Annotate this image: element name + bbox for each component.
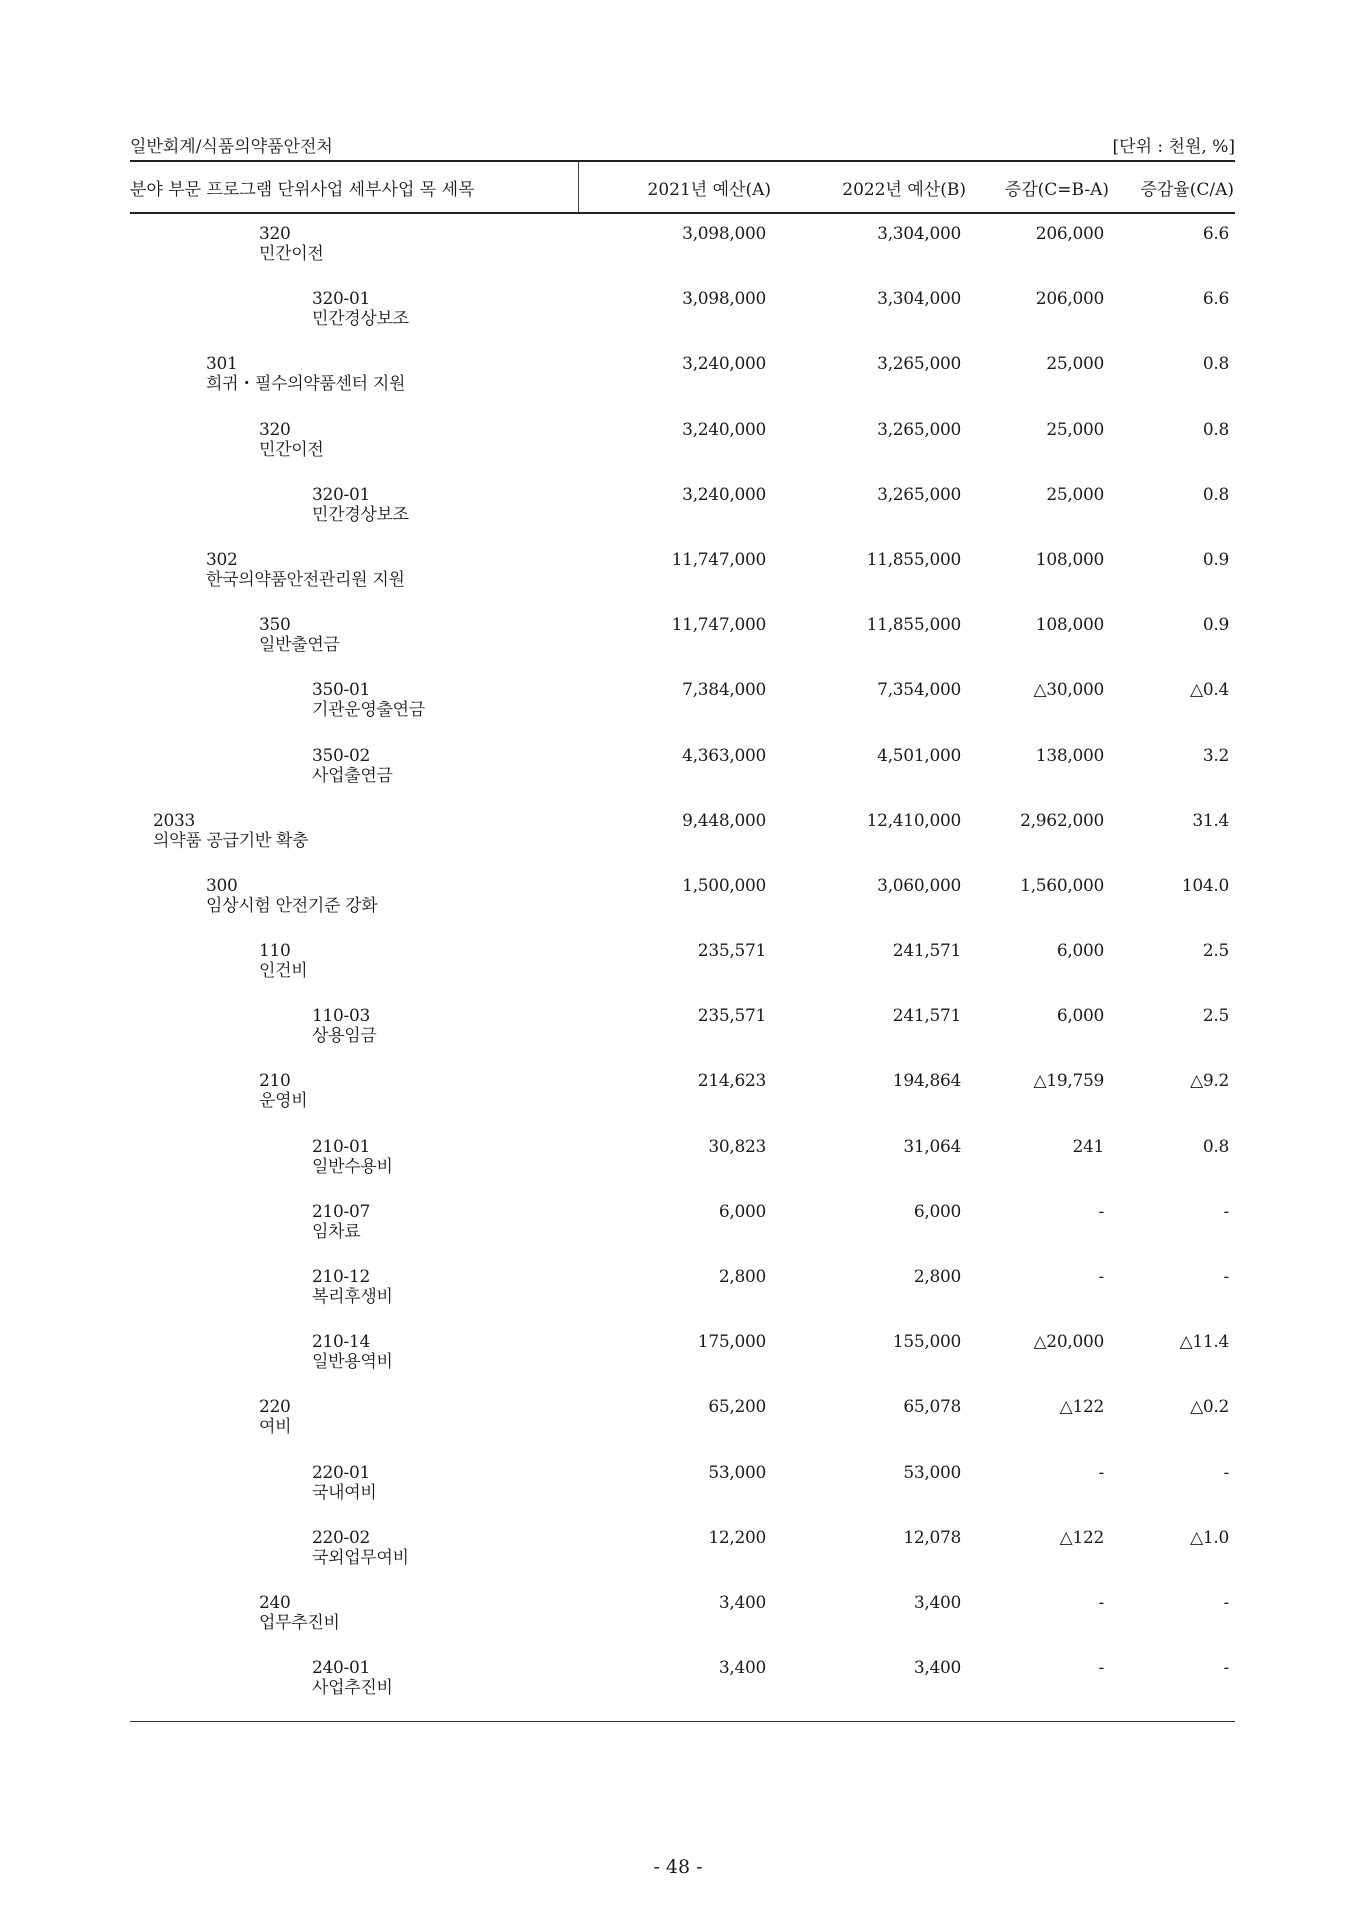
- row-2022-budget: 3,304,000: [877, 289, 961, 310]
- row-name: 민간이전: [259, 439, 324, 460]
- table-row: [130, 214, 1235, 279]
- row-difference: 206,000: [1035, 224, 1104, 244]
- row-name: 기관운영출연금: [312, 700, 425, 721]
- table-row: [130, 279, 1235, 344]
- row-difference: △19,759: [1033, 1071, 1104, 1092]
- row-2021-budget: 6,000: [718, 1201, 766, 1222]
- row-code: 240: [259, 1592, 291, 1613]
- row-rate: -: [1223, 1658, 1229, 1679]
- row-2022-budget: 11,855,000: [866, 549, 961, 570]
- row-rate: -: [1223, 1592, 1229, 1613]
- row-2022-budget: 3,265,000: [877, 419, 961, 440]
- table-body: [130, 214, 1235, 1722]
- row-code: 320: [259, 419, 291, 440]
- row-rate: △11.4: [1179, 1332, 1229, 1353]
- row-2021-budget: 214,623: [697, 1071, 766, 1092]
- header-category: 분야 부문 프로그램 단위사업 세부사업 목 세목: [130, 162, 579, 212]
- row-2022-budget: 3,265,000: [877, 354, 961, 375]
- table-row: [130, 1648, 1235, 1713]
- row-rate: △0.4: [1190, 680, 1229, 701]
- row-2021-budget: 3,098,000: [682, 289, 766, 310]
- row-difference: 6,000: [1056, 1006, 1104, 1027]
- row-name: 민간경상보조: [312, 504, 409, 525]
- row-rate: 3.2: [1202, 745, 1229, 766]
- row-2021-budget: 235,571: [697, 1006, 766, 1027]
- row-rate: 0.9: [1202, 549, 1229, 570]
- table-row: [130, 931, 1235, 996]
- row-difference: 6,000: [1056, 941, 1104, 962]
- row-2021-budget: 175,000: [697, 1332, 766, 1353]
- table-row: [130, 540, 1235, 605]
- table-row: [130, 1583, 1235, 1648]
- row-rate: 31.4: [1192, 810, 1229, 831]
- row-difference: 2,962,000: [1020, 810, 1104, 831]
- table-row: [130, 670, 1235, 735]
- row-difference: 108,000: [1035, 549, 1104, 570]
- row-name: 민간이전: [259, 244, 324, 264]
- row-name: 일반출연금: [259, 635, 340, 656]
- table-row: [130, 1453, 1235, 1518]
- row-2021-budget: 9,448,000: [682, 810, 766, 831]
- table-header: [130, 160, 1235, 214]
- table-row: [130, 1322, 1235, 1387]
- row-name: 의약품 공급기반 확충: [153, 830, 309, 851]
- row-code: 350: [259, 615, 291, 636]
- row-code: 320: [259, 224, 291, 244]
- row-2021-budget: 235,571: [697, 941, 766, 962]
- row-2021-budget: 12,200: [708, 1527, 766, 1548]
- table-row: [130, 1257, 1235, 1322]
- header-2022-budget: 2022년 예산(B): [842, 179, 966, 200]
- row-2021-budget: 3,240,000: [682, 419, 766, 440]
- row-name: 임상시험 안전기준 강화: [206, 895, 378, 916]
- table-row: [130, 1061, 1235, 1126]
- document-header: [130, 132, 1235, 157]
- row-name: 여비: [259, 1417, 292, 1438]
- table-row: [130, 475, 1235, 540]
- row-difference: -: [1098, 1592, 1104, 1613]
- row-name: 국내여비: [312, 1482, 377, 1503]
- row-name: 인건비: [259, 961, 308, 982]
- row-2022-budget: 241,571: [892, 941, 961, 962]
- row-rate: 6.6: [1202, 289, 1229, 310]
- row-rate: △0.2: [1190, 1397, 1229, 1418]
- row-2022-budget: 3,265,000: [877, 484, 961, 505]
- row-difference: △20,000: [1033, 1332, 1104, 1353]
- row-2022-budget: 31,064: [903, 1136, 961, 1157]
- row-difference: 206,000: [1035, 289, 1104, 310]
- row-name: 상용임금: [312, 1026, 377, 1047]
- row-code: 110-03: [312, 1006, 371, 1027]
- row-rate: △9.2: [1190, 1071, 1229, 1092]
- row-2021-budget: 30,823: [708, 1136, 766, 1157]
- row-2022-budget: 3,400: [913, 1658, 961, 1679]
- header-2021-budget: 2021년 예산(A): [647, 179, 771, 200]
- row-code: 210: [259, 1071, 291, 1092]
- row-code: 2033: [153, 810, 196, 831]
- row-name: 임차료: [312, 1221, 361, 1242]
- row-2022-budget: 65,078: [903, 1397, 961, 1418]
- row-code: 210-01: [312, 1136, 371, 1157]
- row-code: 302: [206, 549, 238, 570]
- row-2022-budget: 12,078: [903, 1527, 961, 1548]
- row-2022-budget: 155,000: [892, 1332, 961, 1353]
- row-2022-budget: 53,000: [903, 1462, 961, 1483]
- row-2021-budget: 3,240,000: [682, 354, 766, 375]
- row-2021-budget: 7,384,000: [682, 680, 766, 701]
- table-row: [130, 605, 1235, 670]
- row-2021-budget: 2,800: [718, 1267, 766, 1287]
- row-name: 희귀・필수의약품센터 지원: [206, 374, 406, 395]
- table-row: [130, 344, 1235, 409]
- row-rate: 0.8: [1202, 419, 1229, 440]
- row-2021-budget: 3,400: [718, 1592, 766, 1613]
- table-row: [130, 801, 1235, 866]
- row-name: 업무추진비: [259, 1612, 340, 1633]
- row-rate: 2.5: [1202, 1006, 1229, 1027]
- row-name: 한국의약품안전관리원 지원: [206, 569, 405, 590]
- row-2022-budget: 3,304,000: [877, 224, 961, 244]
- row-difference: 241: [1072, 1136, 1104, 1157]
- row-difference: -: [1098, 1201, 1104, 1222]
- table-row: [130, 1518, 1235, 1583]
- row-2022-budget: 3,400: [913, 1592, 961, 1613]
- row-2021-budget: 11,747,000: [671, 549, 766, 570]
- row-rate: 2.5: [1202, 941, 1229, 962]
- row-2022-budget: 194,864: [892, 1071, 961, 1092]
- row-2022-budget: 4,501,000: [877, 745, 961, 766]
- table-row: [130, 866, 1235, 931]
- row-name: 국외업무여비: [312, 1547, 409, 1568]
- account-title: 일반회계/식품의약품안전처: [130, 137, 333, 157]
- row-2022-budget: 12,410,000: [866, 810, 961, 831]
- row-2021-budget: 11,747,000: [671, 615, 766, 636]
- row-difference: -: [1098, 1267, 1104, 1287]
- table-row: [130, 1387, 1235, 1452]
- row-difference: 25,000: [1046, 484, 1104, 505]
- row-rate: 0.9: [1202, 615, 1229, 636]
- row-difference: △30,000: [1033, 680, 1104, 701]
- row-2021-budget: 1,500,000: [682, 875, 766, 896]
- row-code: 350-02: [312, 745, 371, 766]
- row-rate: -: [1223, 1201, 1229, 1222]
- row-difference: 1,560,000: [1020, 875, 1104, 896]
- row-difference: △122: [1059, 1397, 1104, 1418]
- row-code: 210-12: [312, 1267, 371, 1287]
- row-rate: -: [1223, 1462, 1229, 1483]
- row-name: 사업출연금: [312, 765, 393, 786]
- row-2022-budget: 7,354,000: [877, 680, 961, 701]
- row-code: 210-14: [312, 1332, 371, 1353]
- page-number: - 48 -: [653, 1856, 703, 1878]
- row-code: 301: [206, 354, 238, 375]
- header-rate: 증감율(C/A): [1140, 179, 1234, 200]
- row-name: 사업추진비: [312, 1678, 393, 1699]
- row-code: 320-01: [312, 484, 371, 505]
- row-rate: 0.8: [1202, 354, 1229, 375]
- row-code: 210-07: [312, 1201, 371, 1222]
- row-2021-budget: 3,400: [718, 1658, 766, 1679]
- table-row: [130, 410, 1235, 475]
- row-difference: △122: [1059, 1527, 1104, 1548]
- unit-label: [단위 : 천원, %]: [1112, 137, 1235, 157]
- row-rate: △1.0: [1190, 1527, 1229, 1548]
- row-name: 운영비: [259, 1091, 308, 1112]
- row-difference: 108,000: [1035, 615, 1104, 636]
- row-2022-budget: 2,800: [913, 1267, 961, 1287]
- row-difference: 25,000: [1046, 419, 1104, 440]
- row-name: 복리후생비: [312, 1287, 393, 1307]
- row-code: 220: [259, 1397, 291, 1418]
- row-2021-budget: 65,200: [708, 1397, 766, 1418]
- row-2022-budget: 3,060,000: [877, 875, 961, 896]
- table-row: [130, 736, 1235, 801]
- row-2021-budget: 4,363,000: [682, 745, 766, 766]
- row-code: 240-01: [312, 1658, 371, 1679]
- row-2021-budget: 3,240,000: [682, 484, 766, 505]
- row-difference: 138,000: [1035, 745, 1104, 766]
- row-2021-budget: 53,000: [708, 1462, 766, 1483]
- row-code: 110: [259, 941, 291, 962]
- table-row: [130, 996, 1235, 1061]
- row-rate: 104.0: [1181, 875, 1229, 896]
- row-rate: 0.8: [1202, 484, 1229, 505]
- row-code: 220-02: [312, 1527, 371, 1548]
- row-2022-budget: 11,855,000: [866, 615, 961, 636]
- row-difference: 25,000: [1046, 354, 1104, 375]
- row-2021-budget: 3,098,000: [682, 224, 766, 244]
- row-code: 350-01: [312, 680, 371, 701]
- row-name: 민간경상보조: [312, 309, 409, 330]
- row-difference: -: [1098, 1462, 1104, 1483]
- row-rate: -: [1223, 1267, 1229, 1287]
- header-difference: 증감(C=B-A): [1004, 179, 1109, 200]
- table-row: [130, 1127, 1235, 1192]
- row-name: 일반수용비: [312, 1156, 393, 1177]
- row-difference: -: [1098, 1658, 1104, 1679]
- table-row: [130, 1192, 1235, 1257]
- row-code: 300: [206, 875, 238, 896]
- row-rate: 6.6: [1202, 224, 1229, 244]
- row-2022-budget: 6,000: [913, 1201, 961, 1222]
- row-code: 220-01: [312, 1462, 371, 1483]
- row-2022-budget: 241,571: [892, 1006, 961, 1027]
- row-rate: 0.8: [1202, 1136, 1229, 1157]
- row-code: 320-01: [312, 289, 371, 310]
- row-name: 일반용역비: [312, 1352, 393, 1373]
- budget-table: [130, 160, 1235, 1722]
